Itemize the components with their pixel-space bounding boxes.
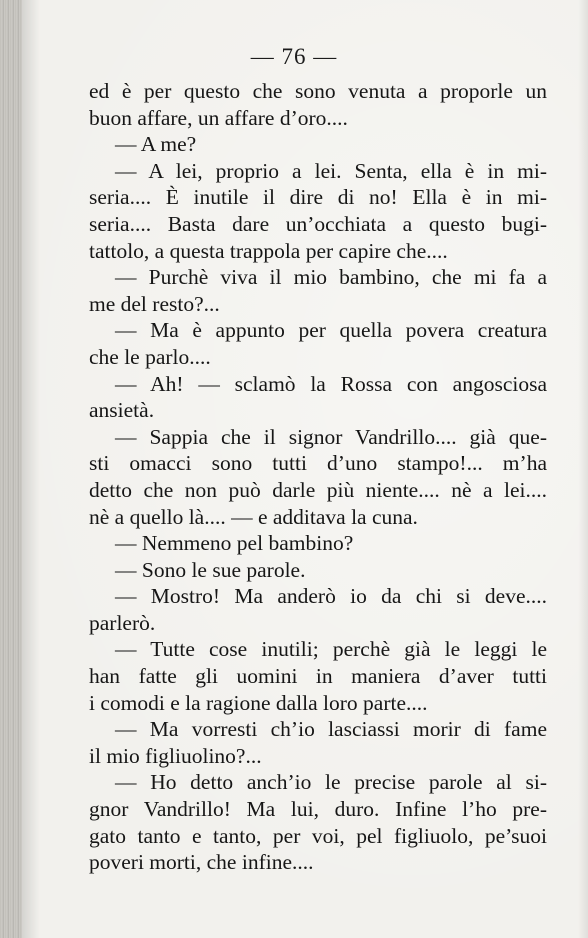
text-line: i comodi e la ragione dalla loro parte.... xyxy=(89,690,428,715)
text-line: — Sono le sue parole. xyxy=(115,557,306,582)
text-line: han fatte gli uomini in maniera d’aver tutti xyxy=(89,664,547,689)
text-line: tattolo, a questa trappola per capire che.... xyxy=(89,238,448,263)
text-line: — Purchè viva il mio bambino, che mi fa a xyxy=(115,265,547,290)
text-line: gato tanto e tanto, per voi, pel figliuolo, pe’suoi xyxy=(89,823,547,848)
text-line: — Sappia che il signor Vandrillo.... già que- xyxy=(115,424,547,449)
text-line: il mio figliuolino?... xyxy=(89,743,262,768)
text-line: seria.... Basta dare un’occhiata a questo bugi- xyxy=(89,211,547,236)
body-text xyxy=(89,78,547,876)
text-line: buon affare, un affare d’oro.... xyxy=(89,105,348,130)
text-line: ansietà. xyxy=(89,398,155,423)
page-number: — 76 — xyxy=(250,44,338,69)
text-line: che le parlo.... xyxy=(89,344,211,369)
text-line: detto che non può darle più niente.... nè a lei.... xyxy=(89,477,547,502)
text-line: — A me? xyxy=(115,132,197,157)
text-line: — Ma è appunto per quella povera creatura xyxy=(115,318,547,343)
text-line: me del resto?... xyxy=(89,291,220,316)
page-edge xyxy=(578,0,588,938)
text-line: parlerò. xyxy=(89,610,156,635)
text-line: ed è per questo che sono venuta a proporle un xyxy=(89,79,547,103)
text-line: — Nemmeno pel bambino? xyxy=(115,531,354,556)
text-line: — Ah! — sclamò la Rossa con angosciosa xyxy=(115,371,547,396)
text-line: seria.... È inutile il dire di no! Ella è in mi- xyxy=(89,185,547,210)
binding-shadow xyxy=(22,0,40,938)
text-line: poveri morti, che infine.... xyxy=(89,850,314,875)
text-line: nè a quello là.... — e additava la cuna. xyxy=(89,504,418,529)
text-line: — Ho detto anch’io le precise parole al si- xyxy=(115,770,547,795)
text-line: — Ma vorresti ch’io lasciassi morir di fame xyxy=(115,717,547,742)
text-line: — Tutte cose inutili; perchè già le leggi le xyxy=(115,637,547,662)
text-line: — A lei, proprio a lei. Senta, ella è in mi- xyxy=(115,158,547,183)
text-line: sti omacci sono tutti d’uno stampo!... m’ha xyxy=(89,451,547,476)
page-binding xyxy=(0,0,22,938)
text-line: — Mostro! Ma anderò io da chi si deve.... xyxy=(115,584,547,609)
text-line: gnor Vandrillo! Ma lui, duro. Infine l’ho pre- xyxy=(89,797,547,822)
